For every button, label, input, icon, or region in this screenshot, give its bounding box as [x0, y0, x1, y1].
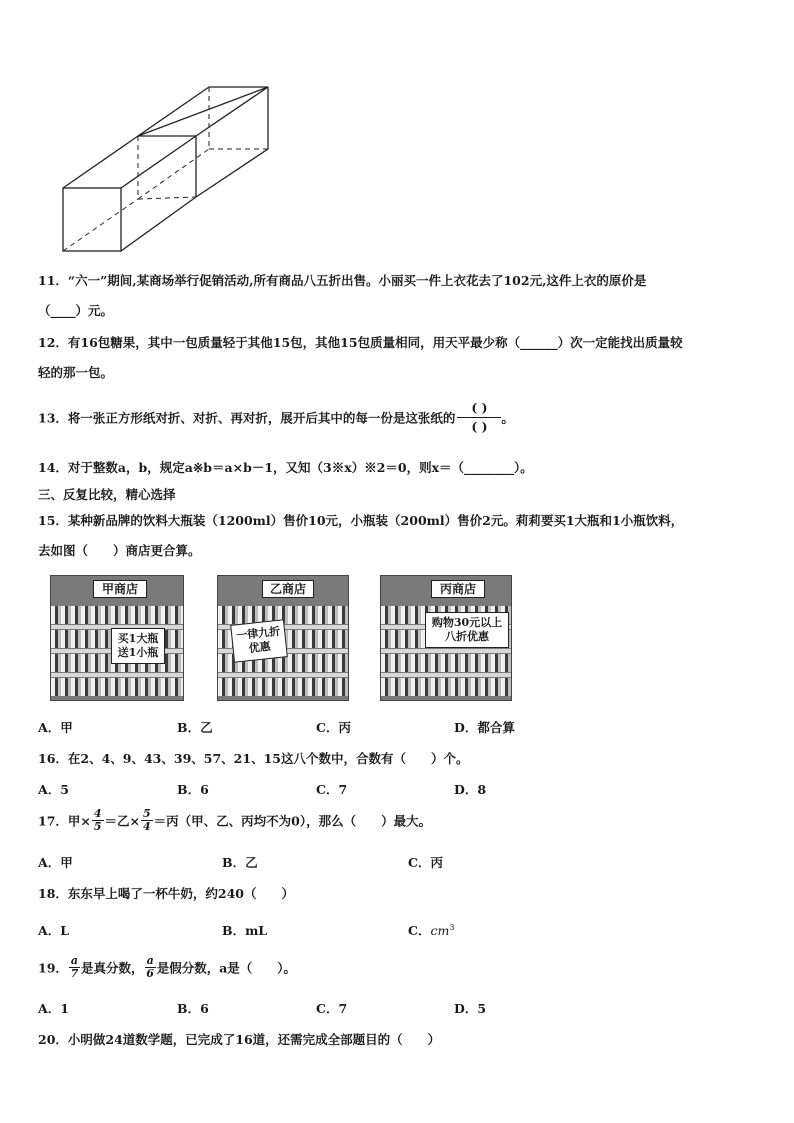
q18-option-b: B．mL [222, 923, 268, 938]
q17-fraction-1 [92, 808, 104, 833]
q17-suffix: ＝丙（甲、乙、丙均不为0），那么（ ）最大。 [153, 813, 432, 829]
store-sign-jia: 买1大瓶送1小瓶 [111, 628, 165, 664]
q17-mid: ＝乙× [104, 813, 141, 829]
q19-suffix: 是假分数，a是（ ）。 [156, 960, 297, 976]
question-11-line2: （____）元。 [38, 303, 114, 318]
q17-fraction-2-den: 4 [143, 820, 151, 833]
question-15: 15．某种新品牌的饮料大瓶装（1200ml）售价10元，小瓶装（200ml）售价2元。莉莉要买1大瓶和1小瓶饮料， [38, 513, 684, 528]
question-12-line2: 轻的那一包。 [38, 365, 114, 380]
q19-option-b: B．6 [177, 1001, 209, 1016]
q17-option-b: B．乙 [222, 855, 258, 870]
question-11: 11．“六一”期间,某商场举行促销活动,所有商品八五折出售。小丽买一件上衣花去了102元,这件上衣的原价是 [38, 273, 647, 288]
answer-fraction-blank [457, 399, 501, 436]
q19-prefix: 19． [38, 960, 68, 976]
fraction-blank-denominator: ( ) [471, 419, 488, 434]
question-16: 16．在2、4、9、43、39、57、21、15这八个数中，合数有（ ）个。 [38, 751, 469, 766]
q16-option-c: C．7 [316, 782, 348, 797]
q15-option-b: B．乙 [177, 720, 213, 735]
question-13-text: 13．将一张正方形纸对折、对折、再对折，展开后其中的每一份是这张纸的 [38, 410, 456, 426]
store-photo-jia [50, 575, 184, 701]
question-19 [38, 955, 296, 980]
q17-option-a: A．甲 [38, 855, 73, 870]
section-title: 三、反复比较，精心选择 [38, 487, 176, 502]
store-sign-yi: 一律九折优惠 [230, 619, 288, 662]
store-photo-bing [380, 575, 512, 701]
q15-option-c: C．丙 [316, 720, 351, 735]
question-13 [38, 399, 514, 436]
q18-option-c-label: C． [408, 923, 431, 938]
q16-option-d: D．8 [454, 782, 487, 797]
question-15-line2: 去如图（ ）商店更合算。 [38, 543, 201, 558]
question-14: 14．对于整数a，b，规定a※b＝a×b－1，又知（3※x）※2＝0，则x＝（________）。 [38, 460, 533, 475]
cuboid-figure [55, 82, 280, 257]
question-12: 12．有16包糖果，其中一包质量轻于其他15包，其他15包质量相同，用天平最少称（______）次一定能找出质量较 [38, 335, 683, 350]
q19-option-d: D．5 [454, 1001, 487, 1016]
question-13-end: 。 [501, 410, 514, 426]
q17-prefix: 17．甲× [38, 813, 91, 829]
store-photo-yi [217, 575, 349, 701]
q17-fraction-1-den: 5 [93, 820, 102, 833]
q19-fraction-2-num: a [146, 954, 154, 967]
q19-fraction-1-num: a [70, 954, 79, 967]
q17-fraction-2-num: 5 [143, 807, 151, 820]
q15-option-d: D．都合算 [454, 720, 515, 735]
q19-fraction-1-den: 7 [70, 967, 79, 980]
question-20: 20．小明做24道数学题，已完成了16道，还需完成全部题目的（ ） [38, 1032, 441, 1047]
q18-option-c [408, 921, 454, 939]
q17-fraction-2 [141, 808, 153, 833]
q19-option-c: C．7 [316, 1001, 348, 1016]
q19-fraction-2-den: 6 [146, 967, 154, 980]
q15-option-a: A．甲 [38, 720, 73, 735]
store-sign-bing: 购物30元以上八折优惠 [425, 612, 509, 648]
fraction-blank-numerator: ( ) [457, 399, 501, 418]
q19-fraction-2 [145, 955, 156, 980]
q19-option-a: A．1 [38, 1001, 69, 1016]
q16-option-b: B．6 [177, 782, 209, 797]
store-name-jia: 甲商店 [93, 580, 147, 598]
store-name-bing: 丙商店 [431, 580, 485, 598]
question-18: 18．东东早上喝了一杯牛奶，约240（ ） [38, 886, 294, 901]
q17-option-c: C．丙 [408, 855, 443, 870]
question-17 [38, 808, 431, 833]
q18-unit-exponent: 3 [449, 922, 455, 932]
q18-unit: cm [430, 923, 450, 938]
q19-mid: 是真分数， [81, 960, 144, 976]
q18-option-a: A．L [38, 923, 69, 938]
q19-fraction-1 [69, 955, 80, 980]
q16-option-a: A．5 [38, 782, 69, 797]
q17-fraction-1-num: 4 [93, 807, 102, 820]
store-name-yi: 乙商店 [262, 580, 314, 598]
